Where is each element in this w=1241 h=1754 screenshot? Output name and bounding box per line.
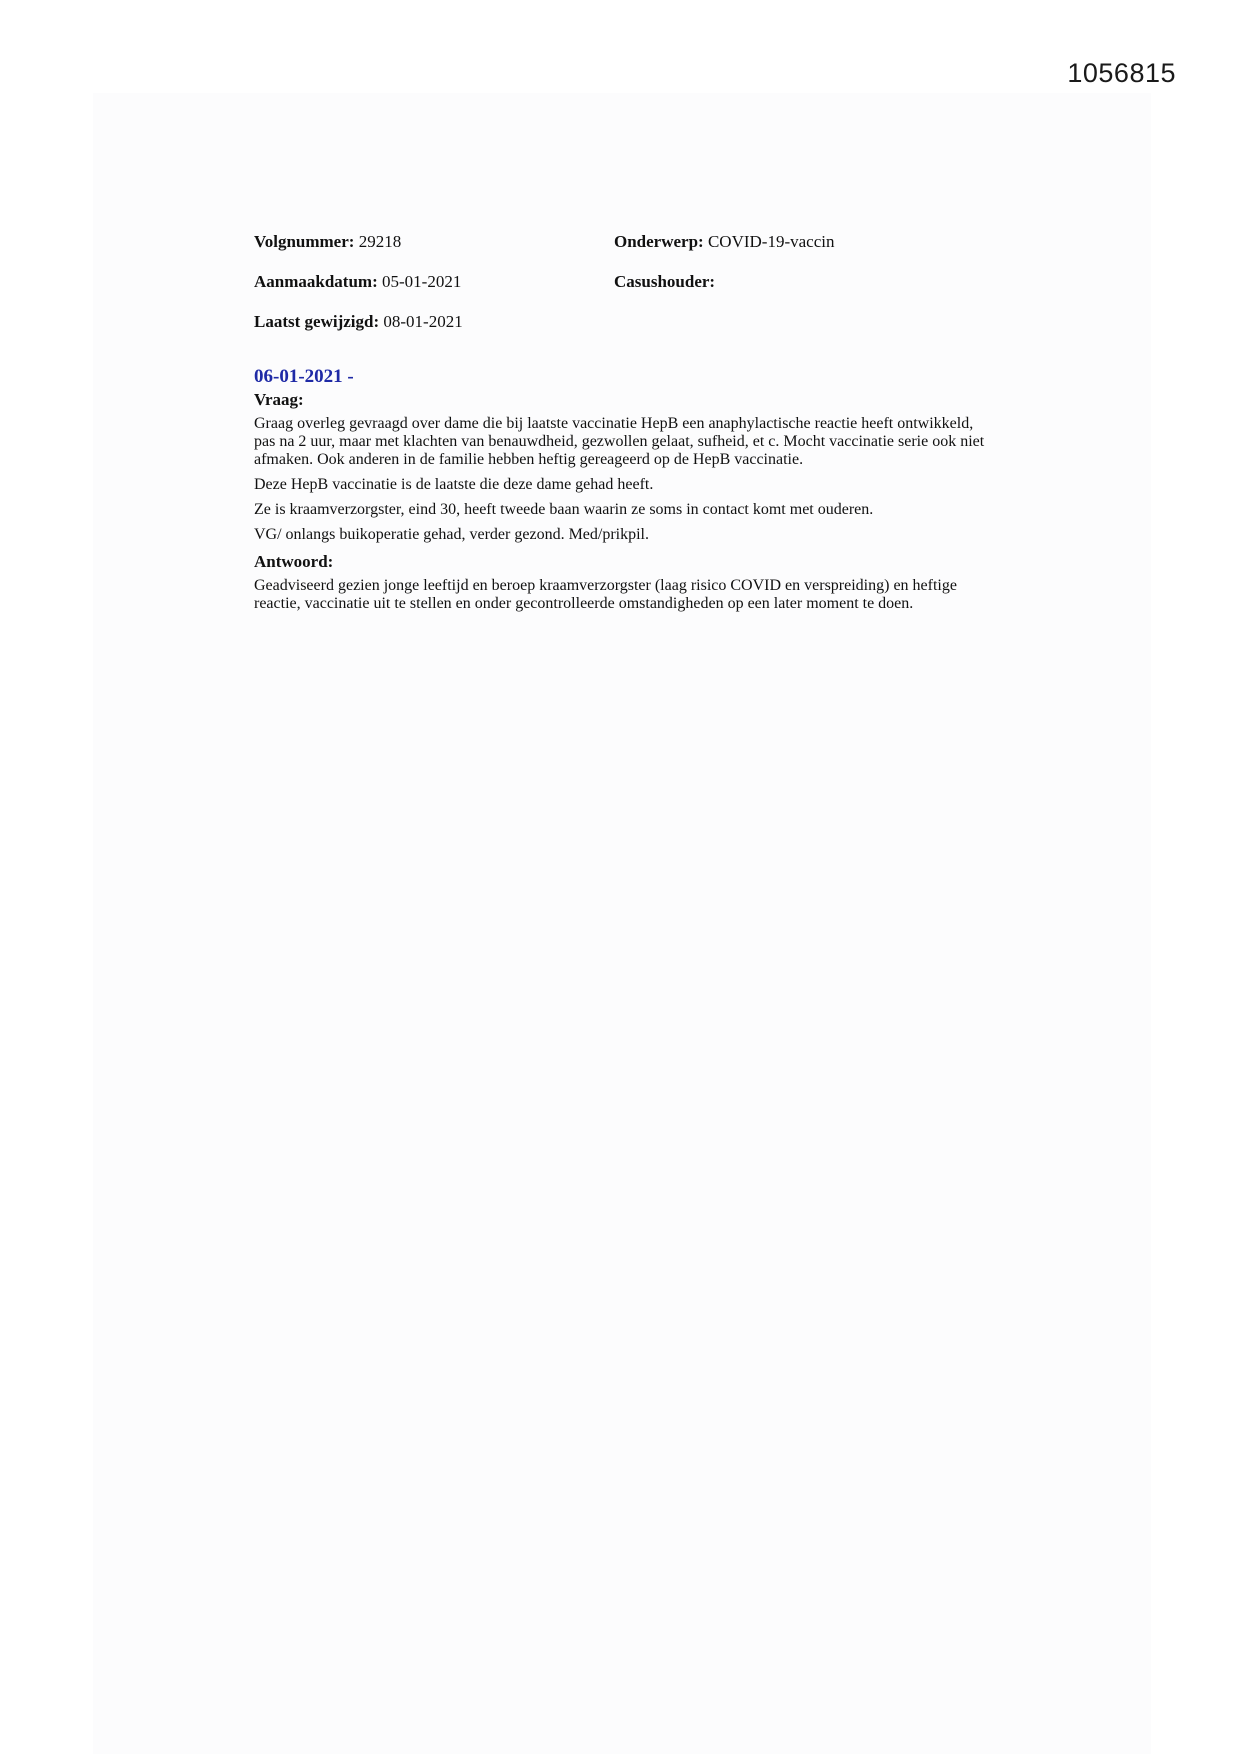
meta-laatst-gewijzigd (254, 312, 463, 332)
question-paragraph: Ze is kraamverzorgster, eind 30, heeft tweede baan waarin ze soms in contact komt met ouderen. (254, 501, 874, 518)
meta-aanmaakdatum (254, 272, 461, 292)
laatst-gewijzigd-label: Laatst gewijzigd: (254, 312, 380, 331)
aanmaakdatum-value: 05-01-2021 (382, 272, 462, 291)
casushouder-label: Casushouder: (614, 272, 716, 291)
onderwerp-value: COVID-19-vaccin (707, 232, 835, 251)
meta-casushouder (614, 272, 715, 292)
document-number: 1056815 (1067, 58, 1176, 88)
volgnummer-value: 29218 (358, 232, 402, 251)
meta-volgnummer (254, 232, 401, 252)
meta-onderwerp (614, 232, 834, 252)
question-heading: Vraag: (254, 390, 304, 409)
question-paragraph: Deze HepB vaccinatie is de laatste die deze dame gehad heeft. (254, 476, 654, 493)
page-background (93, 93, 1151, 1754)
question-paragraph: Graag overleg gevraagd over dame die bij laatste vaccinatie HepB een anaphylactische reactie heeft ontwikkeld, pas na 2 uur, maar met klachten van benauwdheid, gezwollen gelaat, sufheid, et c. Mocht vaccinatie serie ook niet afmaken. Ook anderen in de familie hebben heftig gereageerd op de HepB vaccinatie. (254, 415, 985, 468)
aanmaakdatum-label: Aanmaakdatum: (254, 272, 378, 291)
answer-paragraph: Geadviseerd gezien jonge leeftijd en beroep kraamverzorgster (laag risico COVID en verspreiding) en heftige reactie, vaccinatie uit te stellen en onder gecontrolleerde omstandigheden op een later moment te doen. (254, 577, 957, 612)
answer-heading: Antwoord: (254, 552, 334, 571)
onderwerp-label: Onderwerp: (614, 232, 704, 251)
question-paragraph: VG/ onlangs buikoperatie gehad, verder gezond. Med/prikpil. (254, 526, 649, 543)
entry-content (254, 365, 994, 620)
laatst-gewijzigd-value: 08-01-2021 (383, 312, 463, 331)
entry-date: 06-01-2021 - (254, 366, 354, 387)
volgnummer-label: Volgnummer: (254, 232, 355, 251)
